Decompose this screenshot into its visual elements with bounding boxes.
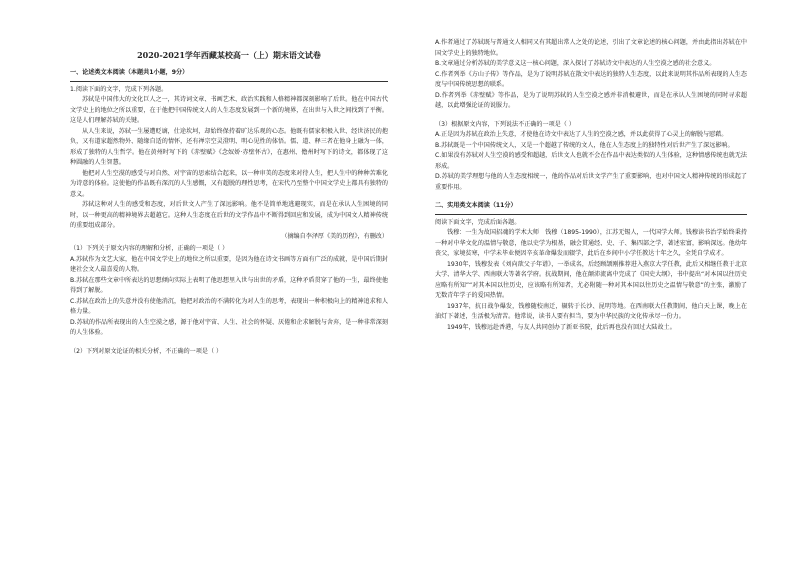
passage-paragraph: 苏轼是中国伟大的文化巨人之一，其诗词文章、书画艺术、政治实践和人格精神都深刻影响了后世。他在中国古代文学史上的地位之所以重要，在于他把中国传统文人的人生态度发展到一个新的境界，在出世与入世之间找到了平衡。这是人们理解苏轼的关键。 xyxy=(70,96,388,124)
question-1-option: A.苏轼作为文艺大家，他在中国文学史上的地位之所以重要，是因为他在诗文书画等方面有广泛的成就，是中国后期封建社会文人最喜爱的人物。 xyxy=(70,255,388,273)
question-3-option: B.苏轼既是一个中国传统文人，又是一个超越了传统的文人，他在人生态度上的独特性对后世产生了深远影响。 xyxy=(435,141,734,149)
instruction: 阅读下面文字，完成后面各题。 xyxy=(435,218,521,226)
question-2-option: B.文章通过分析苏轼的美学意义这一核心问题，深入探讨了苏轼诗文中表达的人生空漠之感的社会意义。 xyxy=(435,60,716,67)
question-3-option: A.正是因为苏轼在政治上失意，才使他在诗文中表达了人生的空漠之感，并以此获得了心灵上的解脱与慰藉。 xyxy=(435,131,728,138)
question-2-option: A.作者通过了苏轼既与普通文人相同又有其超出常人之处的论述，引出了文章论述的核心问题，并由此指出苏轼在中国文学史上的独特地位。 xyxy=(435,39,747,57)
exam-title: 2020-2021学年西藏某校高一（上）期末语文试卷 xyxy=(137,50,321,60)
passage-source: （摘编自李泽厚《美的历程》，有删改） xyxy=(281,232,388,240)
question-3-option: D.苏轼的美学理想与他的人生态度相统一，他的作品对后世文学产生了重要影响，也对中国文人精神传统的形成起了重要作用。 xyxy=(435,173,747,191)
right-column xyxy=(435,38,747,333)
section2-heading: 二、实用类文本阅读（11分） xyxy=(435,202,517,209)
passage-paragraph: 1949年，钱穆远赴香港，与友人共同创办了新亚书院，此后再也没有回过大陆故土。 xyxy=(447,323,676,331)
question-3-stem: （3）根据原文内容，下列说法不正确的一项是（ ） xyxy=(435,120,575,128)
divider xyxy=(435,214,747,215)
passage-paragraph: 1937年，抗日战争爆发，钱穆随校南迁，辗转于长沙、昆明等地。在西南联大任教期间，他白天上课，晚上在油灯下著述，生活极为清苦。他常说，读书人要有担当，要为中华民族的文化传承尽一份力。 xyxy=(435,302,747,320)
divider xyxy=(70,81,388,82)
question-2-option: D.作者列举《赤壁赋》等作品，是为了说明苏轼的人生空漠之感并非消极避世，而是在承认人生困境的同时寻求超越，以此增强论证的说服力。 xyxy=(435,91,747,109)
passage-paragraph: 从人生来说，苏轼一生屡遭贬谪，仕途坎坷，却始终保持着旷达乐观的心态。他既有儒家积极入世、经世济民的抱负，又有道家超然物外、随缘自适的情怀，还有禅宗空灵澄明、明心见性的体悟。儒、道、释三者在他身上融为一体，形成了独特的人生哲学。他在黄州时写下的《赤壁赋》《念奴娇·赤壁怀古》，在惠州、儋州时写下的诗文，都体现了这种圆融的人生智慧。 xyxy=(70,127,388,166)
exam-page-right xyxy=(397,0,794,562)
question-1-option: D.苏轼的作品所表现出的人生空漠之感，源于他对宇宙、人生、社会的怀疑、厌倦和企求解脱与舍弃，是一种非常深刻的人生体验。 xyxy=(70,318,388,336)
question-2-option: C.作者列举《方山子传》等作品，是为了说明苏轼在散文中表达的独特人生态度，以此来说明其作品所表现的人生态度与中国传统思想的联系。 xyxy=(435,70,747,88)
section1-heading: 一、论述类文本阅读（本题共1小题，9分） xyxy=(70,69,189,76)
passage-paragraph: 1930年，钱穆发表《刘向歆父子年谱》，一举成名，后经顾颉刚推荐进入燕京大学任教，此后又相继任教于北京大学、清华大学、西南联大等著名学府。抗战期间，他在颠沛流离中完成了《国史大纲》，书中提出“对本国以往历史应略有所知”“对其本国以往历史，应该略有所知者，尤必附随一种对其本国以往历史之温情与敬意”的主张，激励了无数青年学子的爱国热情。 xyxy=(435,260,747,299)
left-column xyxy=(70,66,388,357)
question-3-option: C.如果没有苏轼对人生空漠的感受和超越，后世文人也就不会在作品中表达类似的人生体验，这种情感传统也就无法形成。 xyxy=(435,152,747,170)
instruction: 1.阅读下面的文字，完成下列各题。 xyxy=(70,85,168,93)
question-1-option: C.苏轼在政治上的失意并没有使他消沉，他把对政治的不满转化为对人生的思考，表现出一种积极向上的精神追求和人格力量。 xyxy=(70,297,388,315)
passage-paragraph: 苏轼这种对人生的感受和态度，对后世文人产生了深远影响。他不是简单地逃避现实，而是在承认人生困境的同时，以一种更高的精神境界去超越它。这种人生态度在后世的文学作品中不断得到回应和发展，成为中国文人精神传统的重要组成部分。 xyxy=(70,201,388,229)
question-2-stem: （2）下列对原文论证的相关分析，不正确的一项是（ ） xyxy=(70,347,223,355)
passage-paragraph: 钱穆：一生为故国招魂的学术大师 钱穆（1895-1990），江苏无锡人，一代国学大师。钱穆读书治学始终秉持一种对中华文化的温情与敬意，他以史学为根基，融会贯通经、史、子、集四部之学，著述宏富，影响深远。他幼年丧父，家境贫寒，中学未毕业便因辛亥革命爆发而辍学，此后在乡间中小学任教达十年之久，全凭自学成才。 xyxy=(435,229,747,257)
question-1-stem: （1）下列关于原文内容的理解和分析，正确的一项是（ ） xyxy=(70,245,229,252)
passage-paragraph: 他把对人生空漠的感受与对自然、对宇宙的思索结合起来，以一种审美的态度来对待人生，把人生中的种种苦难化为诗意的体验。这使他的作品既有深沉的人生感慨，又有超脱的理性思考，在宋代乃至整个中国文学史上都具有独特的意义。 xyxy=(70,169,388,198)
question-1-option: B.苏轼在那些文章中所表达的思想倾向实际上表明了他思想里入世与出世的矛盾，这种矛盾贯穿了他的一生，最终使他得到了解脱。 xyxy=(70,276,388,294)
